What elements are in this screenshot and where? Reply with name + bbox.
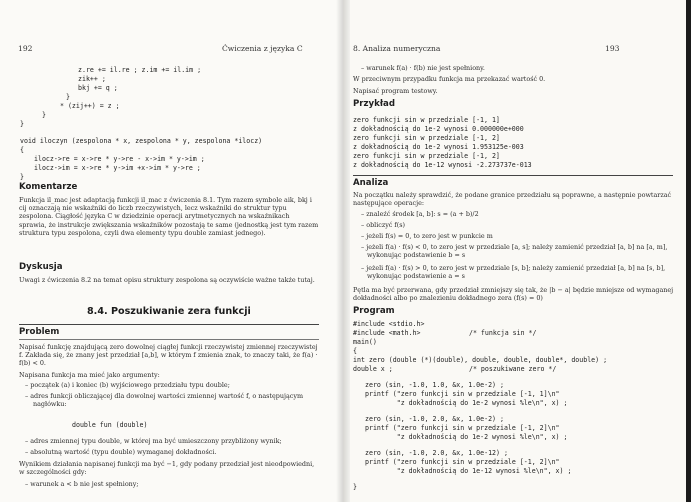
analiza-item: – znaleźć środek [a, b]: s = (a + b)/2 xyxy=(361,210,479,218)
code-line: printf ("zero funkcji sin w przedziale [-1, 2]\n" xyxy=(365,424,560,432)
code-line: } xyxy=(353,483,357,491)
right-page xyxy=(343,0,691,502)
problem-text: Napisać funkcję znajdującą zero dowolnej ciągłej funkcji rzeczywistej zmiennej rzeczywistej f. Zakłada się, że znany jest przedział [a,b], w którym f zmienia znak, to znaczy taki, że f(a) · f(b) < 0. xyxy=(19,343,318,368)
right-page-number: 193 xyxy=(605,44,620,53)
output-line: z dokładnością do 1e-2 wynosi 1.953125e-003 xyxy=(353,143,524,151)
top-text-2: Napisać program testowy. xyxy=(353,87,438,95)
double-fun-code: double fun (double) xyxy=(72,421,148,429)
output-line: zero funkcji sin w przedziale [-1, 1] xyxy=(353,116,500,124)
code-line: printf ("zero funkcji sin w przedziale [-1, 2]\n" xyxy=(365,458,560,466)
code-line: zero (sin, -1.0, 2.0, &x, 1.0e-12) ; xyxy=(365,449,508,457)
code-line: { xyxy=(20,146,24,154)
code-line: z.re += il.re ; z.im += il.im ; xyxy=(78,66,202,74)
code-line: "z dokładnością do 1e-12 wynosi %le\n", x) ; xyxy=(365,467,572,475)
code-line: { xyxy=(353,347,357,355)
left-running-head: Ćwiczenia z języka C xyxy=(222,44,303,53)
code-line: zero (sin, -1.0, 1.0, &x, 1.0e-2) ; xyxy=(365,381,504,389)
code-line: double x ; xyxy=(353,365,393,373)
komentarze-heading: Komentarze xyxy=(19,182,78,192)
chapter-heading: 8.4. Poszukiwanie zera funkcji xyxy=(87,306,251,317)
args-item: – adres funkcji obliczającej dla dowolnej wartości zmiennej wartość f, o następującym nagłówku: xyxy=(25,392,304,409)
analiza-item: – jeżeli f(s) = 0, to zero jest w punkcie m xyxy=(361,232,493,240)
output-line: z dokładnością do 1e-2 wynosi 0.000000e+000 xyxy=(353,125,524,133)
top-item: – warunek f(a) · f(b) nie jest spełniony. xyxy=(361,64,485,72)
code-line: "z dokładnością do 1e-2 wynosi %le\n", x) ; xyxy=(365,433,568,441)
problem-heading: Problem xyxy=(19,327,60,337)
page-edge xyxy=(686,0,691,502)
code-line: main() xyxy=(353,338,377,346)
komentarze-text: Funkcja il_mac jest adaptacją funkcji il_mac z ćwiczenia 8.1. Tym razem symbole aik, bkj i cij oznaczają nie wskaźniki do liczb rzeczywistych, lecz wskaźniki do struktur typu zespolona. Ciągłość języka C w dziedzinie operacji arytmetycznych na wskaźnikach sprawia, że instrukcje zwiększania wskaźników pozostają te same (jednostką jest tym razem struktura typu zespolona, czyli dwa elementy typu double zamiast jednego). xyxy=(19,196,319,237)
section-rule xyxy=(353,175,673,176)
przyklad-heading: Przykład xyxy=(353,99,395,109)
code-line: } xyxy=(20,120,24,128)
analiza-end: Pętla ma być przerwana, gdy przedział zmniejszy się tak, że |b − a| będzie mniejsze od wymaganej dokładności albo po znalezieniu dokładnego zera (f(s) = 0) xyxy=(353,286,674,303)
output-line: z dokładnością do 1e-12 wynosi -2.273737e-013 xyxy=(353,161,532,169)
code-line: printf ("zero funkcji sin w przedziale [-1, 1]\n" xyxy=(365,390,560,398)
code-comment: /* poszukiwane zero */ xyxy=(469,365,557,373)
analiza-item: – jeżeli f(a) · f(s) < 0, to zero jest w przedziale [a, s]; należy zamienić przedział [a, b] na [a, m], wykonując podstawienie b = s xyxy=(361,243,668,260)
code-line: zik++ ; xyxy=(78,75,106,83)
code-comment: /* funkcja sin */ xyxy=(469,329,537,337)
analiza-heading: Analiza xyxy=(353,178,389,188)
code-line: zero (sin, -1.0, 2.0, &x, 1.0e-2) ; xyxy=(365,415,504,423)
code-line: bkj += q ; xyxy=(78,84,118,92)
output-line: zero funkcji sin w przedziale [-1, 2] xyxy=(353,152,500,160)
code-line: void iloczyn (zespolona * x, zespolona * y, zespolona *ilocz) xyxy=(20,137,263,145)
code-line: ilocz->im = x->re * y->im +x->im * y->re ; xyxy=(34,164,201,172)
dyskusja-heading: Dyskusja xyxy=(19,262,63,272)
code-line: } xyxy=(42,111,46,119)
code-line: "z dokładnością do 1e-2 wynosi %le\n", x) ; xyxy=(365,399,568,407)
args-intro: Napisana funkcja ma mieć jako argumenty: xyxy=(19,371,160,379)
right-running-head: 8. Analiza numeryczna xyxy=(353,44,441,53)
code-line: int zero (double (*)(double), double, double, double*, double) ; xyxy=(353,356,608,364)
code-line: #include <math.h> xyxy=(353,329,421,337)
code-line: ilocz->re = x->re * y->re - x->im * y->im ; xyxy=(34,155,205,163)
code-line: #include <stdio.h> xyxy=(353,320,425,328)
output-line: zero funkcji sin w przedziale [-1, 2] xyxy=(353,134,500,142)
left-page xyxy=(0,0,343,502)
last-item: – warunek a < b nie jest spełniony; xyxy=(25,480,139,488)
analiza-item: – obliczyć f(s) xyxy=(361,221,406,229)
args-item: – początek (a) i koniec (b) wyjściowego przedziału typu double; xyxy=(25,381,230,389)
dyskusja-text: Uwagi z ćwiczenia 8.2 na temat opisu struktury zespolona są oczywiście ważne także tutaj. xyxy=(19,276,315,284)
program-heading: Program xyxy=(353,306,395,316)
args-item: – absolutną wartość (typu double) wymaganej dokładności. xyxy=(25,448,217,456)
code-line: * (zij++) = z ; xyxy=(60,102,120,110)
code-line: } xyxy=(20,173,24,181)
analiza-text: Na początku należy sprawdzić, że podane granice przedziału są poprawne, a następnie powtarzać następujące operacje: xyxy=(353,191,672,208)
code-line: } xyxy=(66,93,70,101)
result-text: Wynikiem działania napisanej funkcji ma być −1, gdy podany przedział jest nieodpowiedni, w szczególności gdy: xyxy=(19,460,315,477)
top-text: W przeciwnym przypadku funkcja ma przekazać wartość 0. xyxy=(353,75,546,83)
section-rule xyxy=(19,339,319,340)
section-rule xyxy=(19,324,319,325)
args-item: – adres zmiennej typu double, w której ma być umieszczony przybliżony wynik; xyxy=(25,437,282,445)
analiza-item: – jeżeli f(a) · f(s) > 0, to zero jest w przedziale [s, b]; należy zamienić przedział [a, b] na [s, b], wykonując podstawienie a = s xyxy=(361,264,666,281)
left-page-number: 192 xyxy=(18,44,33,53)
